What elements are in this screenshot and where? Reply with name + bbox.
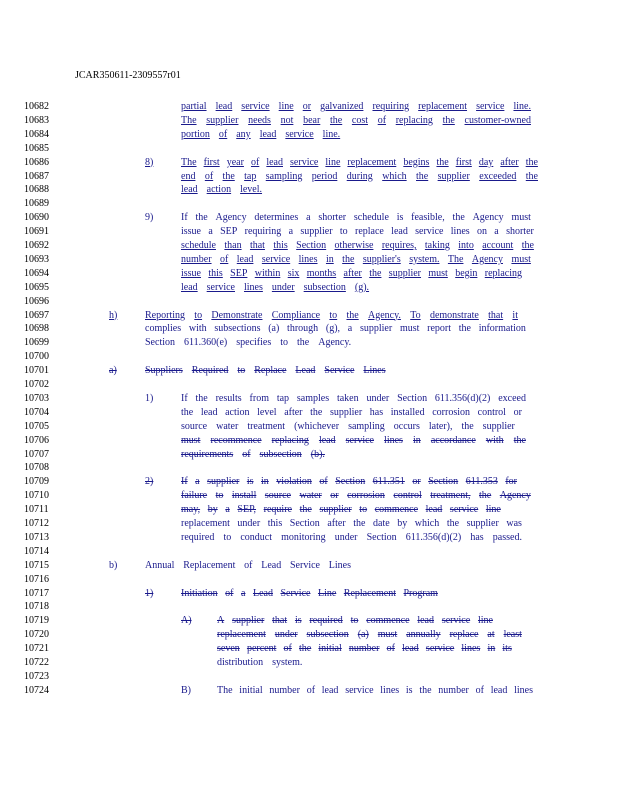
document-line [0, 642, 618, 655]
item-label: a) [109, 365, 117, 377]
document-line [0, 448, 618, 461]
document-line [0, 517, 618, 530]
document-line [0, 128, 618, 141]
item-label: 8) [145, 156, 154, 168]
line-number: 10715 [24, 559, 49, 571]
document-line [0, 211, 618, 224]
line-number: 10687 [24, 170, 49, 182]
line-number: 10693 [24, 253, 49, 265]
document-line [0, 573, 618, 586]
line-text: number of lead service lines in the supplier's system. The Agency must [181, 253, 531, 265]
line-text: lead service lines under subsection (g). [181, 281, 370, 293]
line-text: If the results from tap samples taken under Section 611.356(d)(2) exceed [181, 392, 526, 404]
line-text: Suppliers Required to Replace Lead Service Lines [145, 365, 386, 377]
line-number: 10718 [24, 601, 49, 613]
line-text: source water treatment (whichever sampling occurs later), the supplier [181, 420, 515, 432]
line-text: complies with subsections (a) through (g), a supplier must report the information [145, 323, 526, 335]
line-number: 10717 [24, 587, 49, 599]
line-number: 10721 [24, 643, 49, 655]
line-text: partial lead service line or galvanized requiring replacement service line. [181, 101, 531, 112]
line-number: 10724 [24, 684, 49, 696]
line-number: 10699 [24, 337, 49, 349]
item-label: 1) [145, 587, 154, 599]
line-text: failure to install source water or corrosion control treatment, the Agency [181, 490, 531, 502]
line-text: The initial number of lead service lines is the number of lead lines [217, 684, 533, 696]
line-number: 10694 [24, 267, 49, 279]
document-line [0, 420, 618, 433]
line-number: 10719 [24, 615, 49, 627]
document-line [0, 100, 618, 113]
line-number: 10707 [24, 448, 49, 460]
line-number: 10708 [24, 462, 49, 474]
document-line [0, 670, 618, 683]
document-line [0, 406, 618, 419]
line-number: 10704 [24, 406, 49, 418]
line-text: seven percent of the initial number of lead service lines in its [217, 643, 512, 655]
document-line [0, 392, 618, 405]
line-number: 10712 [24, 518, 49, 529]
line-number: 10685 [24, 142, 49, 154]
line-number: 10713 [24, 531, 49, 543]
line-text: If a supplier is in violation of Section 611.351 or Section 611.353 for [181, 476, 517, 488]
line-number: 10703 [24, 392, 49, 404]
item-label: 9) [145, 212, 154, 224]
document-line [0, 378, 618, 391]
line-text: replacement under subsection (a) must annually replace at least [217, 629, 522, 641]
line-number: 10698 [24, 323, 49, 335]
line-number: 10701 [24, 365, 49, 377]
line-number: 10688 [24, 184, 49, 196]
document-line [0, 281, 618, 294]
line-text: Section 611.360(e) specifies to the Agency. [145, 337, 352, 349]
line-number: 10700 [24, 351, 49, 363]
line-text: Initiation of a Lead Service Line Replacement Program [181, 587, 438, 599]
line-text: issue a SEP requiring a supplier to replace lead service lines on a shorter [181, 226, 534, 238]
document-line [0, 239, 618, 252]
line-text: Annual Replacement of Lead Service Lines [145, 559, 351, 571]
line-text: portion of any lead service line. [181, 128, 341, 140]
document-line [0, 628, 618, 641]
line-number: 10692 [24, 240, 49, 251]
document-line [0, 434, 618, 447]
line-number: 10684 [24, 128, 49, 140]
document-line [0, 614, 618, 627]
item-label: 2) [145, 476, 154, 488]
line-number: 10683 [24, 114, 49, 126]
document-line [0, 656, 618, 669]
line-number: 10682 [24, 101, 49, 112]
item-label: B) [181, 684, 191, 696]
item-label: h) [109, 309, 118, 321]
line-number: 10714 [24, 545, 49, 557]
document-line [0, 503, 618, 516]
line-number: 10697 [24, 309, 49, 321]
document-line [0, 559, 618, 572]
line-text: distribution system. [217, 657, 303, 668]
document-line [0, 197, 618, 210]
line-text: must recommence replacing lead service lines in accordance with the [181, 434, 526, 446]
document-line [0, 461, 618, 474]
item-label: 1) [145, 392, 154, 404]
document-line [0, 295, 618, 308]
document-line [0, 156, 618, 169]
line-number: 10696 [24, 295, 49, 307]
line-number: 10716 [24, 573, 49, 585]
line-text: issue this SEP within six months after the supplier must begin replacing [181, 267, 522, 279]
line-number: 10722 [24, 657, 49, 668]
document-line [0, 475, 618, 488]
line-text: lead action level. [181, 184, 263, 196]
line-text: The supplier needs not bear the cost of replacing the customer-owned [181, 114, 531, 126]
document-line [0, 545, 618, 558]
document-line [0, 322, 618, 335]
item-label: b) [109, 559, 118, 571]
document-line [0, 170, 618, 183]
line-number: 10690 [24, 212, 49, 224]
document-line [0, 309, 618, 322]
line-text: the lead action level after the supplier has installed corrosion control or [181, 406, 522, 418]
document-line [0, 684, 618, 697]
line-number: 10689 [24, 198, 49, 210]
document-line [0, 142, 618, 155]
line-number: 10706 [24, 434, 49, 446]
line-text: requirements of subsection (b). [181, 448, 325, 460]
line-number: 10720 [24, 629, 49, 641]
item-label: A) [181, 615, 192, 627]
line-text: may, by a SEP, require the supplier to commence lead service line [181, 504, 501, 516]
document-header: JCAR350611-2309557r01 [75, 70, 181, 81]
line-number: 10702 [24, 379, 49, 390]
document-line [0, 253, 618, 266]
document-line [0, 587, 618, 600]
document-line [0, 183, 618, 196]
document-line [0, 225, 618, 238]
document-line [0, 350, 618, 363]
line-number: 10686 [24, 156, 49, 168]
line-text: schedule than that this Section otherwise requires, taking into account the [181, 240, 534, 251]
line-number: 10695 [24, 281, 49, 293]
line-text: The first year of lead service line replacement begins the first day after the [181, 156, 538, 168]
document-line [0, 114, 618, 127]
document-line [0, 489, 618, 502]
line-number: 10723 [24, 670, 49, 682]
line-text: replacement under this Section after the date by which the supplier was [181, 518, 522, 529]
line-text: Reporting to Demonstrate Compliance to the Agency. To demonstrate that it [145, 309, 518, 321]
line-text: A supplier that is required to commence lead service line [217, 615, 493, 627]
line-text: required to conduct monitoring under Section 611.356(d)(2) has passed. [181, 531, 522, 543]
line-number: 10709 [24, 476, 49, 488]
line-number: 10711 [24, 504, 49, 516]
line-number: 10705 [24, 420, 49, 432]
line-number: 10710 [24, 490, 49, 502]
line-text: end of the tap sampling period during which the supplier exceeded the [181, 170, 538, 182]
line-number: 10691 [24, 226, 49, 238]
document-line [0, 364, 618, 377]
document-line [0, 531, 618, 544]
document-line [0, 267, 618, 280]
document-line [0, 600, 618, 613]
document-line [0, 336, 618, 349]
line-text: If the Agency determines a shorter schedule is feasible, the Agency must [181, 212, 531, 224]
